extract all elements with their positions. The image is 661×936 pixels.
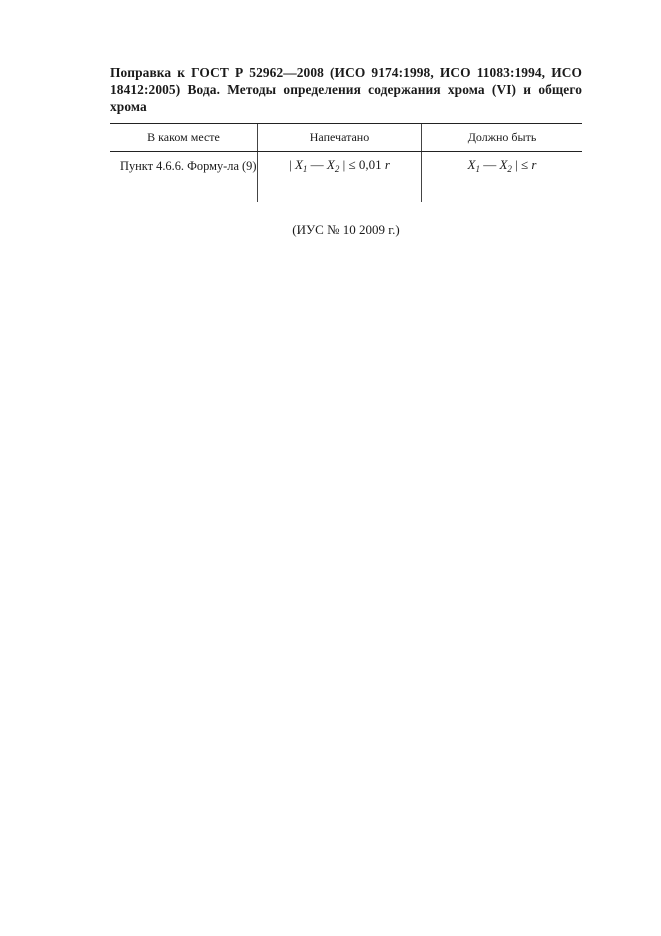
correct-tail: r [531, 157, 537, 172]
publication-reference: (ИУС № 10 2009 г.) [292, 222, 400, 237]
correct-minus: — [479, 157, 500, 172]
header-printed: Напечатано [257, 124, 421, 151]
correct-relation: ≤ [521, 157, 532, 172]
table-header-row [110, 124, 582, 152]
printed-minus: — [307, 157, 327, 172]
printed-relation: ≤ 0,01 [348, 157, 385, 172]
correct-sub1: 1 [475, 164, 480, 174]
printed-tail: r [384, 157, 390, 172]
amendment-title: Поправка к ГОСТ Р 52962—2008 (ИСО 9174:1998, ИСО 11083:1994, ИСО 18412:2005) Вода. Методы определения содержания хрома (VI) и общего хрома [110, 65, 582, 114]
cell-place: Пункт 4.6.6. Форму-ла (9) [120, 159, 257, 173]
printed-sub2: 2 [334, 164, 340, 174]
correct-var2: X [499, 157, 508, 172]
printed-abs-open: | [289, 157, 295, 172]
correct-sub2: 2 [507, 164, 512, 174]
header-place: В каком месте [147, 130, 220, 144]
correct-abs-close: | [511, 157, 522, 172]
printed-var1: X [294, 157, 303, 172]
cell-correct-formula [421, 152, 582, 202]
printed-var2: X [326, 157, 335, 172]
amendment-table [110, 123, 582, 202]
printed-sub1: 1 [302, 164, 308, 174]
cell-printed-formula [257, 152, 421, 202]
table-row [110, 152, 582, 202]
header-correct: Должно быть [421, 124, 582, 151]
printed-abs-close: | [339, 157, 349, 172]
correct-var1: X [467, 157, 476, 172]
